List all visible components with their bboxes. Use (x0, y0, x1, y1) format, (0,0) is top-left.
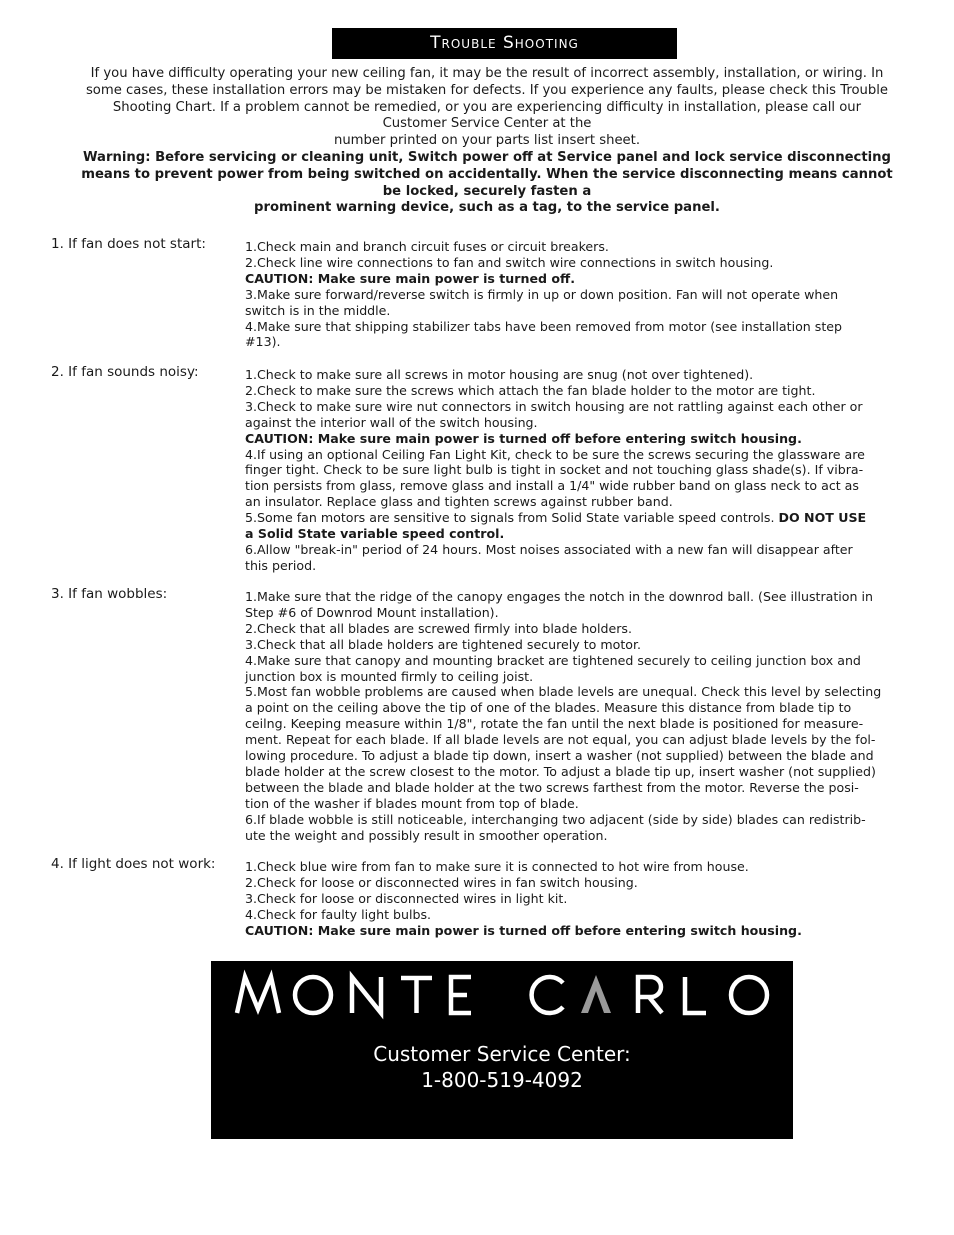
step-line: 4.Check for faulty light bulbs. (245, 906, 432, 922)
step-line: 1.Check main and branch circuit fuses or circuit breakers. (245, 239, 609, 254)
intro-line: Customer Service Center at the (382, 116, 592, 132)
step-line: this period. (245, 557, 317, 573)
phone-number: 1-800-519-4092 (421, 1068, 583, 1092)
step-line: 2.Check to make sure the screws which attach the fan blade holder to the motor are tight. (245, 382, 816, 398)
step-line: #13). (245, 334, 281, 350)
step-line: blade holder at the screw closest to the motor. To adjust a blade tip up, insert washer (not supplied) (245, 763, 876, 779)
step-line: 3.Check for loose or disconnected wires in light kit. (245, 890, 568, 906)
section-steps (245, 859, 931, 939)
section-steps (245, 239, 931, 350)
intro-line: some cases, these installation errors may be mistaken for defects. If you experience any faults, please check this Trouble (85, 82, 889, 98)
step-line: 1.Make sure that the ridge of the canopy engages the notch in the downrod ball. (See illustration in (245, 589, 873, 604)
do-not-use-text: DO NOT USE (778, 510, 867, 526)
step-line: 4.If using an optional Ceiling Fan Light Kit, check to be sure the screws securing the glassware are (245, 446, 865, 462)
step-line: ceilng. Keeping measure within 1/8", rotate the fan until the next blade is positioned for measure- (245, 716, 864, 732)
step-line: tion persists from glass, remove glass and install a 1/4" wide rubber band on glass neck to act as (245, 478, 859, 494)
step-line: 2.Check line wire connections to fan and switch wire connections in switch housing. (245, 254, 774, 270)
warning-line: be locked, securely fasten a (382, 183, 592, 199)
intro-text (48, 66, 926, 217)
step-line: 6.Allow "break-in" period of 24 hours. Most noises associated with a new fan will disappear after (245, 541, 853, 557)
step-line: an insulator. Replace glass and tighten screws against rubber band. (245, 494, 673, 510)
service-label: Customer Service Center: (373, 1042, 631, 1066)
step-line: tion of the washer if blades mount from top of blade. (245, 795, 579, 811)
monte-carlo-logo (211, 961, 793, 1041)
step-line: Step #6 of Downrod Mount installation). (245, 604, 499, 620)
step-line: 1.Check blue wire from fan to make sure it is connected to hot wire from house. (245, 859, 749, 874)
intro-line: number printed on your parts list insert sheet. (333, 133, 641, 149)
section-label: 1. If fan does not start: (51, 236, 206, 252)
intro-line: If you have difficulty operating your new ceiling fan, it may be the result of incorrect assembly, installation, or wiring. In (90, 66, 884, 81)
step-line: ute the weight and possibly result in smoother operation. (245, 827, 608, 843)
step-line: 3.Make sure forward/reverse switch is firmly in up or down position. Fan will not operate when (245, 286, 839, 302)
section-steps (245, 589, 931, 844)
step-line: ment. Repeat for each blade. If all blade levels are not equal, you can adjust blade levels by the fol- (245, 732, 876, 748)
warning-line: Warning: Before servicing or cleaning unit, Switch power off at Service panel and lock service disconnecting (82, 149, 892, 165)
page-title: Trouble Shooting (332, 28, 677, 59)
warning-line: means to prevent power from being switched on accidentally. When the service disconnecting means cannot (81, 166, 893, 182)
caution-line: a Solid State variable speed control. (245, 526, 505, 542)
step-line: 5.Most fan wobble problems are caused when blade levels are unequal. Check this level by selecting (245, 684, 882, 700)
step-line: lowing procedure. To adjust a blade tip down, insert a washer (not supplied) between the blade and (245, 748, 874, 764)
step-line: finger tight. Check to be sure light bulb is tight in socket and not touching glass shade(s). If vibra- (245, 462, 864, 478)
caution-line: CAUTION: Make sure main power is turned off before entering switch housing. (245, 922, 802, 938)
step-line (245, 510, 931, 526)
step-line: junction box is mounted firmly to ceiling joist. (245, 668, 534, 684)
step-line: 3.Check to make sure wire nut connectors in switch housing are not rattling against each other or (245, 398, 863, 414)
step-line: 4.Make sure that shipping stabilizer tabs have been removed from motor (see installation step (245, 318, 842, 334)
step-line: 2.Check for loose or disconnected wires in fan switch housing. (245, 874, 638, 890)
intro-line: Shooting Chart. If a problem cannot be remedied, or you are experiencing difficulty in installation, please call our (112, 99, 862, 115)
step-line: against the interior wall of the switch housing. (245, 414, 538, 430)
step-line: 1.Check to make sure all screws in motor housing are snug (not over tightened). (245, 367, 754, 382)
section-steps (245, 367, 931, 574)
caution-line: CAUTION: Make sure main power is turned off before entering switch housing. (245, 430, 802, 446)
step-line: 2.Check that all blades are screwed firmly into blade holders. (245, 620, 632, 636)
step-line: 3.Check that all blade holders are tightened securely to motor. (245, 636, 641, 652)
step-line: 6.If blade wobble is still noticeable, interchanging two adjacent (side by side) blades can redistrib- (245, 811, 866, 827)
section-label: 3. If fan wobbles: (51, 586, 168, 602)
step-line: a point on the ceiling above the tip of one of the blades. Measure this distance from blade tip to (245, 700, 852, 716)
step-line: between the blade and blade holder at the two screws farthest from the motor. Reverse the posi- (245, 779, 859, 795)
step-text: 5.Some fan motors are sensitive to signals from Solid State variable speed controls. (245, 510, 779, 526)
section-label: 2. If fan sounds noisy: (51, 364, 199, 380)
customer-service-info (211, 1041, 793, 1093)
step-line: switch is in the middle. (245, 302, 391, 318)
warning-line: prominent warning device, such as a tag, to the service panel. (254, 200, 720, 216)
step-line: 4.Make sure that canopy and mounting bracket are tightened securely to ceiling junction box and (245, 652, 861, 668)
caution-line: CAUTION: Make sure main power is turned off. (245, 270, 576, 286)
section-label: 4. If light does not work: (51, 856, 216, 872)
